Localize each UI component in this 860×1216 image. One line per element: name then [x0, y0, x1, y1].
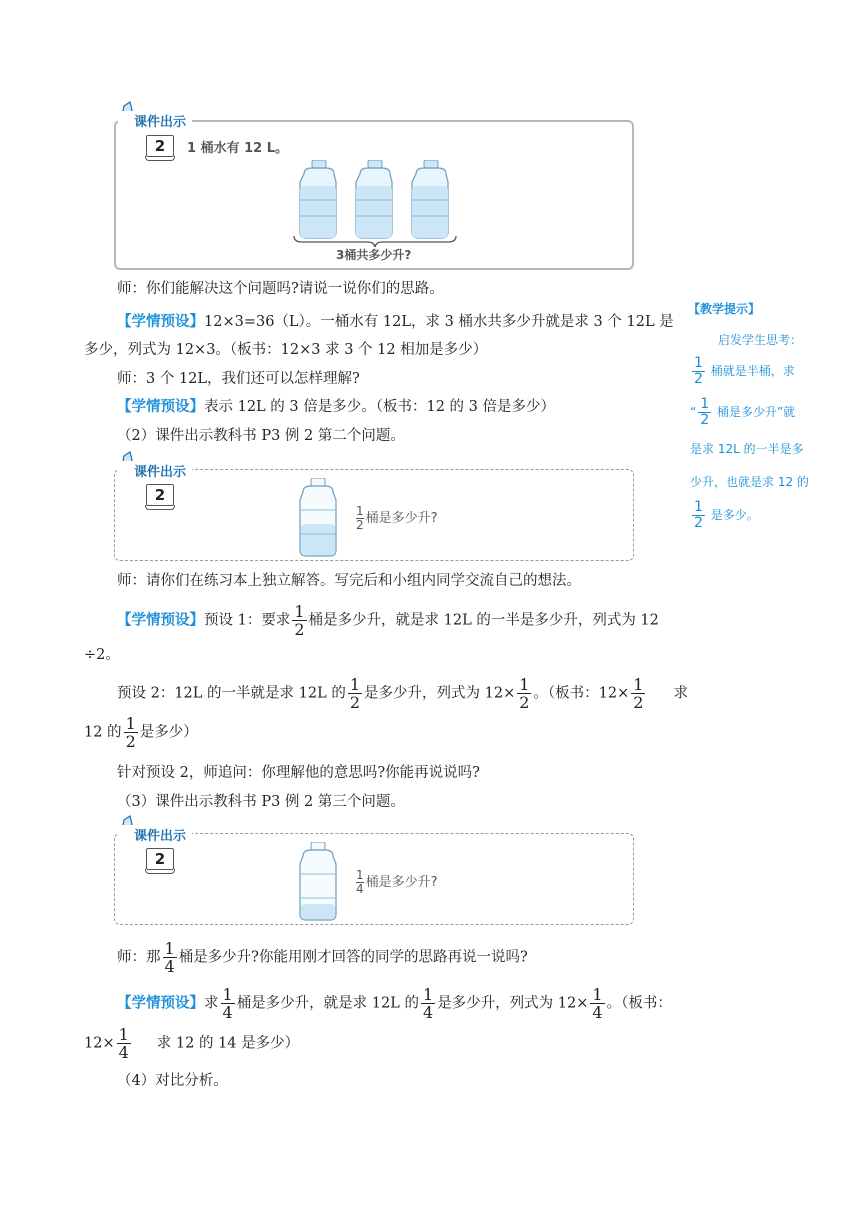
- step-2-line: （2）课件出示教科书 P3 例 2 第二个问题。: [117, 428, 405, 444]
- preset-line-4: 【学情预设】求 $\frac{1}{4}$ 桶是多少升，就是求 12L 的 $\frac{1}{4}$ 是多少升，列式为 12× $\frac{1}{4}$ 。（板书：: [117, 985, 672, 1022]
- fraction: $\frac{1}{4}$: [222, 985, 233, 1022]
- preset-line-2: [117, 396, 555, 418]
- teaching-tip-sidebar: [690, 300, 820, 531]
- preset-line-1: [117, 311, 674, 333]
- example-number-badge: 2: [146, 848, 174, 870]
- follow-up-line: 针对预设 2，师追问：你理解他的意思吗?你能再说说吗?: [117, 765, 480, 781]
- fraction: $\frac{1}{2}$: [349, 675, 361, 712]
- teaching-tip-line: “ $\frac{1}{2}$ 桶是多少升”就: [690, 396, 796, 428]
- teaching-tip-line: $\frac{1}{2}$ 桶就是半桶，求: [694, 355, 795, 387]
- courseware-tab-label: 课件出示: [118, 111, 192, 130]
- preset-text: 12×3=36（L）。一桶水有 12L，求 3 桶水共多少升就是求 3 个 12L 是: [204, 314, 674, 330]
- fraction: $\frac{1}{2}$: [633, 675, 644, 712]
- teaching-tip-title: 【教学提示】: [688, 302, 761, 316]
- total-question: 3桶共多少升?: [336, 248, 412, 262]
- fraction: $\frac{1}{2}$: [694, 499, 703, 531]
- preset-line-3-cont: ÷2。: [84, 647, 120, 663]
- water-bottle-half: [290, 478, 346, 558]
- fraction: $\frac{1}{4}$: [592, 985, 603, 1022]
- teacher-line-4: 师：那 $\frac{1}{4}$ 桶是多少升?你能用刚才回答的同学的思路再说一说吗?: [117, 939, 528, 976]
- preset-tag: 【学情预设】: [117, 313, 204, 330]
- teaching-tip-line: $\frac{1}{2}$ 是多少。: [694, 499, 759, 531]
- example-number-badge: 2: [146, 135, 174, 157]
- teaching-tip-line: 启发学生思考：: [718, 333, 803, 347]
- fraction: $\frac{1}{2}$: [294, 602, 305, 639]
- teaching-tip-line: 少升，也就是求 12 的: [690, 475, 809, 489]
- preset-2-line: 预设 2：12L 的一半就是求 12L 的 $\frac{1}{2}$ 是多少升，列式为 12× $\frac{1}{2}$ 。（板书：12× $\frac{1}{2}$ 求: [117, 675, 688, 712]
- preset-tag: 【学情预设】: [117, 611, 204, 629]
- preset-text: 表示 12L 的 3 倍是多少。（板书：12 的 3 倍是多少）: [204, 399, 555, 415]
- fraction: $\frac{1}{4}$: [118, 1025, 129, 1062]
- preset-2-line-cont: 12 的 $\frac{1}{2}$ 是多少）: [84, 714, 198, 751]
- fraction: $\frac{1}{2}$: [700, 396, 710, 428]
- example-number-badge: 2: [146, 484, 174, 506]
- teacher-line-2: 师：3 个 12L，我们还可以怎样理解?: [117, 371, 360, 387]
- teacher-line-3: 师：请你们在练习本上独立解答。写完后和小组内同学交流自己的想法。: [117, 573, 581, 589]
- preset-tag: 【学情预设】: [117, 398, 204, 415]
- preset-line-3: 【学情预设】预设 1：要求 $\frac{1}{2}$ 桶是多少升，就是求 12L 的一半是多少升，列式为 12: [117, 602, 659, 639]
- preset-tag: 【学情预设】: [117, 994, 204, 1012]
- quarter-bucket-question: $\frac{1}{4}$ 桶是多少升?: [356, 868, 438, 896]
- fraction: $\frac{1}{2}$: [694, 355, 703, 387]
- problem-statement: 1 桶水有 12 L。: [187, 141, 288, 156]
- preset-line-4-cont: 12× $\frac{1}{4}$ 求 12 的 14 是多少）: [84, 1025, 300, 1062]
- fraction: $\frac{1}{4}$: [356, 868, 364, 896]
- preset-line-1-cont: 多少，列式为 12×3。（板书：12×3 求 3 个 12 相加是多少）: [84, 342, 488, 358]
- step-3-line: （3）课件出示教科书 P3 例 2 第三个问题。: [117, 794, 405, 810]
- water-bottles-illustration: [290, 160, 460, 242]
- fraction: $\frac{1}{4}$: [164, 939, 175, 976]
- fraction: $\frac{1}{2}$: [519, 675, 530, 712]
- step-4-line: （4）对比分析。: [117, 1073, 228, 1089]
- teaching-tip-line: 是求 12L 的一半是多: [690, 442, 804, 456]
- teacher-line-1: 师：你们能解决这个问题吗?请说一说你们的思路。: [117, 281, 444, 297]
- half-bucket-question: $\frac{1}{2}$ 桶是多少升?: [356, 504, 438, 532]
- water-bottle-quarter: [290, 842, 346, 922]
- courseware-tab-label: 课件出示: [118, 461, 192, 480]
- courseware-tab-label: 课件出示: [118, 825, 192, 844]
- fraction: $\frac{1}{2}$: [125, 714, 136, 751]
- fraction: $\frac{1}{2}$: [356, 504, 364, 532]
- fraction: $\frac{1}{4}$: [423, 985, 434, 1022]
